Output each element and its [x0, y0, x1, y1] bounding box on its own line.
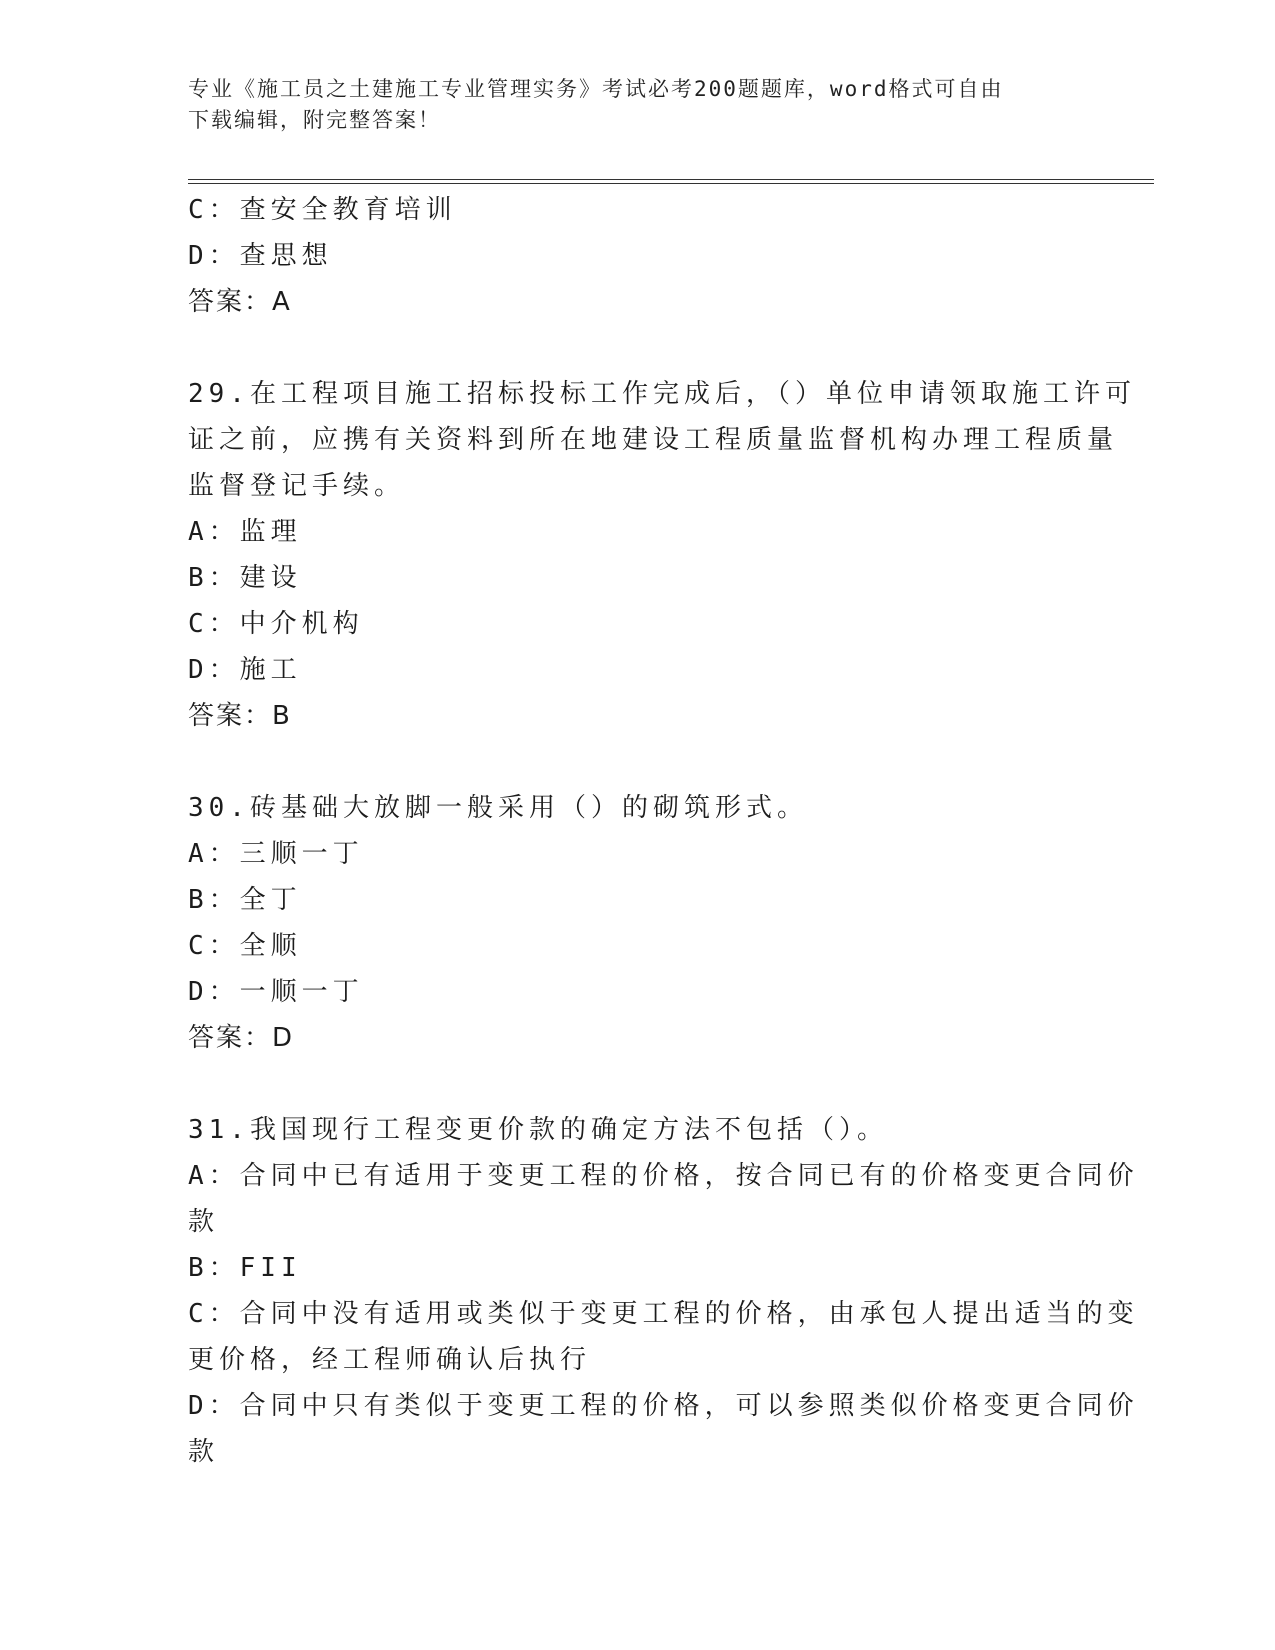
answer: 答案：B	[188, 701, 292, 731]
option-d: D：查思想	[188, 241, 333, 271]
spacer	[188, 739, 1068, 785]
header-divider-top	[188, 179, 1154, 180]
option-b: B：全丁	[188, 885, 302, 915]
option-c: C：中介机构	[188, 609, 364, 639]
option-c-continued: 更价格，经工程师确认后执行	[188, 1345, 592, 1375]
question-29	[188, 371, 1136, 739]
page-header	[188, 74, 1088, 136]
question-text: 31.我国现行工程变更价款的确定方法不包括（）。	[188, 1115, 888, 1145]
option-c: C：合同中没有适用或类似于变更工程的价格，由承包人提出适当的变	[188, 1299, 1139, 1329]
question-text: 证之前，应携有关资料到所在地建设工程质量监督机构办理工程质量	[188, 425, 1119, 455]
option-d-continued: 款	[188, 1437, 220, 1467]
spacer	[188, 1061, 1068, 1107]
option-a: A：监理	[188, 517, 302, 547]
header-line-2: 下载编辑，附完整答案！	[188, 108, 441, 132]
option-c: C：全顺	[188, 931, 302, 961]
question-30	[188, 785, 1068, 1061]
question-text: 29.在工程项目施工招标投标工作完成后，（）单位申请领取施工许可	[188, 379, 1136, 409]
option-b: B：建设	[188, 563, 302, 593]
question-text: 监督登记手续。	[188, 471, 406, 501]
question-text: 30.砖基础大放脚一般采用（）的砌筑形式。	[188, 793, 808, 823]
answer: 答案：D	[188, 1023, 295, 1053]
option-a: A：合同中已有适用于变更工程的价格，按合同已有的价格变更合同价	[188, 1161, 1139, 1191]
option-d: D：施工	[188, 655, 302, 685]
option-d: D：一顺一丁	[188, 977, 364, 1007]
header-divider-bottom	[188, 183, 1154, 184]
answer: 答案：A	[188, 287, 292, 317]
spacer	[188, 325, 1068, 371]
option-c: C：查安全教育培训	[188, 195, 457, 225]
option-a-continued: 款	[188, 1207, 220, 1237]
document-body	[188, 187, 1139, 1475]
question-31	[188, 1107, 1139, 1475]
option-d: D：合同中只有类似于变更工程的价格，可以参照类似价格变更合同价	[188, 1391, 1139, 1421]
header-line-1: 专业《施工员之土建施工专业管理实务》考试必考200题题库，word格式可自由	[188, 77, 1004, 101]
option-a: A：三顺一丁	[188, 839, 364, 869]
option-b: B：FII	[188, 1253, 302, 1283]
question-28-tail	[188, 187, 1068, 325]
